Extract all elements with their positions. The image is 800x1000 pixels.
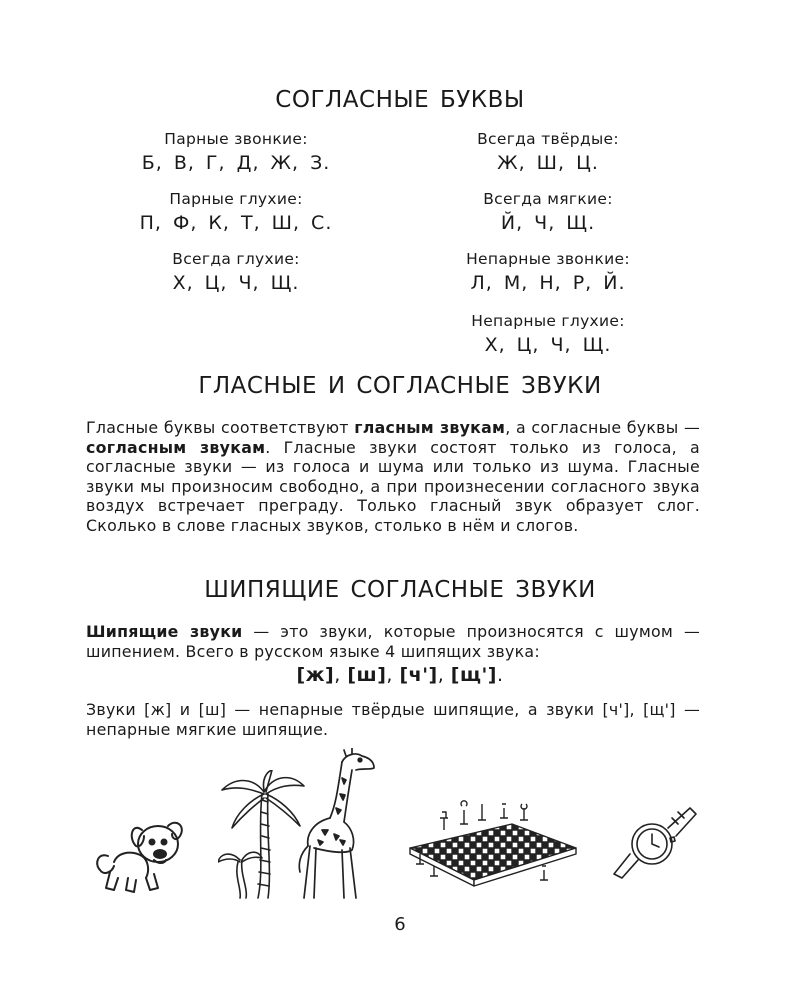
chess-board-illustration — [404, 800, 582, 892]
separator: , — [437, 664, 451, 686]
period: . — [497, 664, 504, 686]
hissing-note-paragraph: Звуки [ж] и [ш] — непарные твёрдые шипящие, а звуки [ч'], [щ'] — непарные мягкие шипящие. — [86, 700, 700, 739]
group-label: Парные звонкие: — [164, 130, 308, 148]
text-run: Гласные буквы соответствуют — [86, 418, 355, 437]
group-label: Непарные глухие: — [471, 312, 625, 330]
group-label: Парные глухие: — [169, 190, 303, 208]
sound-ch: [ч'] — [399, 664, 438, 686]
group-letters: Л, М, Н, Р, Й. — [470, 272, 626, 294]
sound-sh: [ш] — [347, 664, 387, 686]
text-run: , а согласные буквы — — [505, 418, 700, 437]
group-letters: Ж, Ш, Ц. — [497, 152, 599, 174]
puppy-illustration — [88, 812, 192, 898]
page-number: 6 — [394, 914, 406, 935]
separator: , — [334, 664, 348, 686]
hissing-sounds-title: ШИПЯЩИЕ СОГЛАСНЫЕ ЗВУКИ — [204, 577, 596, 603]
hissing-sounds-list — [0, 664, 800, 686]
group-label: Непарные звонкие: — [466, 250, 630, 268]
sound-shch: [щ'] — [450, 664, 497, 686]
group-unpaired-voiced — [398, 250, 698, 294]
group-label: Всегда мягкие: — [483, 190, 613, 208]
group-unpaired-voiceless — [398, 312, 698, 356]
group-letters: Й, Ч, Щ. — [500, 212, 596, 234]
group-letters: Б, В, Г, Д, Ж, З. — [141, 152, 331, 174]
bold-term-hissing-sounds: Шипящие звуки — [86, 622, 243, 641]
group-label: Всегда глухие: — [172, 250, 300, 268]
text-run: . Гласные звуки состоят только из голоса, а согласные звуки — из голоса и шума или только из шума. Гласные звуки мы произносим свободно, а при произнесении согласного звука воздух встречает преграду. Только гласный звук образует слог. Сколько в слове гласных звуков, столько в нём и слогов. — [86, 437, 700, 535]
wristwatch-illustration — [608, 806, 698, 880]
group-letters: Х, Ц, Ч, Щ. — [484, 334, 612, 356]
group-always-voiceless — [86, 250, 386, 294]
vowels-consonants-sounds-title: ГЛАСНЫЕ И СОГЛАСНЫЕ ЗВУКИ — [198, 373, 602, 399]
group-paired-voiced — [86, 130, 386, 174]
group-label: Всегда твёрдые: — [477, 130, 619, 148]
consonant-letters-title: СОГЛАСНЫЕ БУКВЫ — [275, 87, 525, 113]
giraffe-illustration — [290, 748, 386, 900]
group-letters: Х, Ц, Ч, Щ. — [172, 272, 300, 294]
separator: , — [386, 664, 400, 686]
vowels-consonants-paragraph — [86, 418, 700, 536]
group-letters: П, Ф, К, Т, Ш, С. — [139, 212, 333, 234]
bold-term-consonant-sounds: согласным звукам — [86, 437, 266, 457]
group-paired-voiceless — [86, 190, 386, 234]
sound-zh: [ж] — [296, 664, 335, 686]
group-always-soft — [398, 190, 698, 234]
bold-term-vowel-sounds: гласным звукам — [354, 418, 506, 437]
text-run: — это звуки, которые произносятся с шумом — шипением. Всего в русском языке 4 шипящих звука: — [86, 622, 700, 661]
hissing-definition-paragraph — [86, 622, 700, 661]
group-always-hard — [398, 130, 698, 174]
